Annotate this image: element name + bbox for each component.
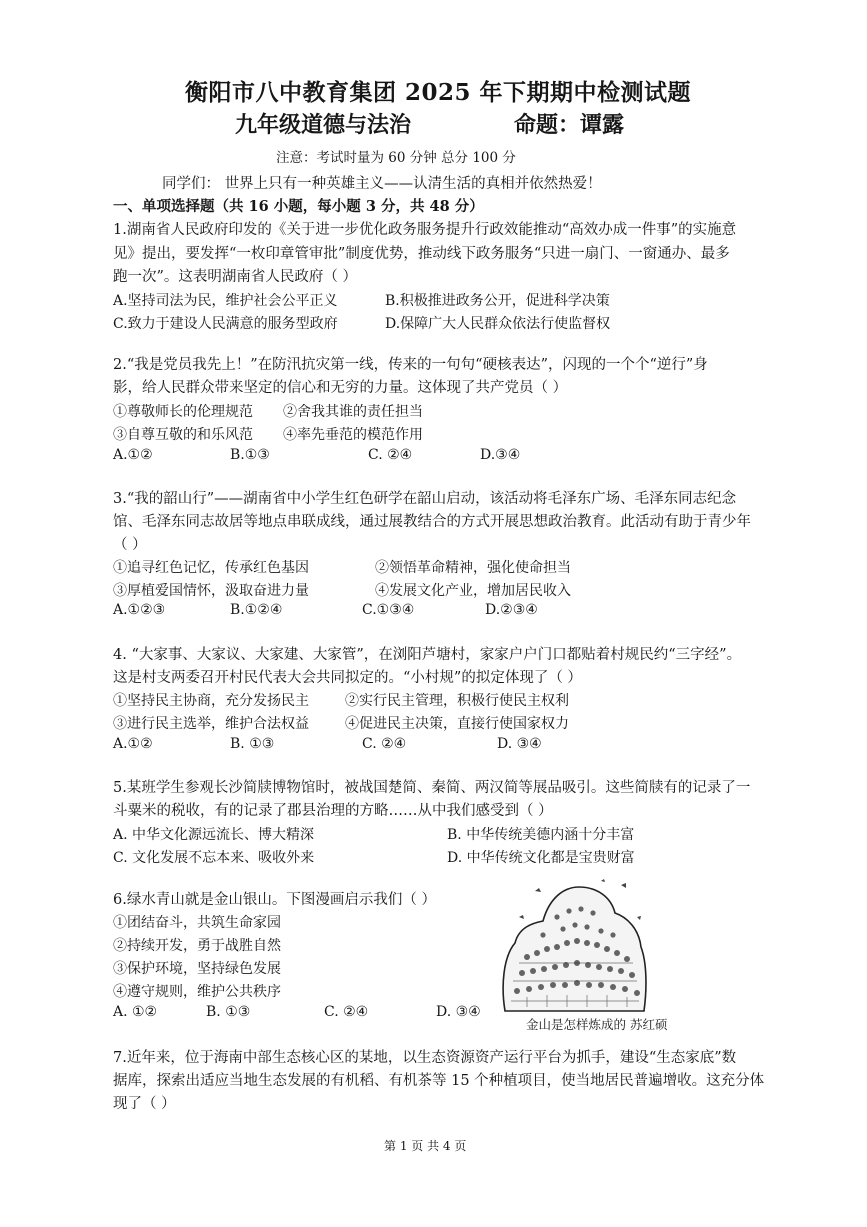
page-number: 第 1 页 共 4 页 <box>384 1139 467 1153</box>
cartoon-golden-mountain <box>497 877 652 1015</box>
greeting: 同学们： 世界上只有一种英雄主义——认清生活的真相并依然热爱！ <box>162 176 602 192</box>
q3-statement-2: ②领悟革命精神，强化使命担当 <box>375 560 571 576</box>
q3-statement-4: ④发展文化产业，增加居民收入 <box>375 583 571 599</box>
q2-statement-1: ①尊敬师长的伦理规范 <box>113 404 253 420</box>
q6-statement-3: ③保护环境，坚持绿色发展 <box>113 961 281 977</box>
exam-subject: 九年级道德与法治 <box>235 112 412 138</box>
q5-option-c: C. 文化发展不忘本来、吸收外来 <box>113 850 315 866</box>
q2-statement-4: ④率先垂范的模范作用 <box>283 427 423 443</box>
q6-statement-1: ①团结奋斗，共筑生命家园 <box>113 915 281 931</box>
cartoon-caption: 金山是怎样炼成的 苏红硕 <box>526 1017 668 1032</box>
q3-option-d: D.②③④ <box>485 602 538 618</box>
q3-line-3: （ ） <box>113 537 147 553</box>
q2-option-d: D.③④ <box>480 447 521 463</box>
q4-option-d: D. ③④ <box>497 736 542 752</box>
q2-option-b: B.①③ <box>230 447 270 463</box>
q4-option-b: B. ①③ <box>230 736 275 752</box>
q3-option-c: C.①③④ <box>362 602 415 618</box>
q6-statement-4: ④遵守规则，维护公共秩序 <box>113 984 281 1000</box>
q1-option-b: B.积极推进政务公开，促进科学决策 <box>385 293 610 309</box>
q3-statement-1: ①追寻红色记忆，传承红色基因 <box>113 560 309 576</box>
q4-option-a: A.①② <box>113 736 153 752</box>
q3-statement-3: ③厚植爱国情怀，汲取奋进力量 <box>113 583 309 599</box>
q2-line-1: 2.“我是党员我先上！”在防汛抗灾第一线，传来的一句句“硬核表达”，闪现的一个个“逆行”身 <box>113 357 708 373</box>
q3-line-1: 3.“我的韶山行”——湖南省中小学生红色研学在韶山启动，该活动将毛泽东广场、毛泽东同志纪念 <box>113 491 737 507</box>
q4-option-c: C. ②④ <box>362 736 407 752</box>
q5-option-a: A. 中华文化源远流长、博大精深 <box>113 827 315 843</box>
exam-title: 衡阳市八中教育集团 2025 年下期期中检测试题 <box>185 79 692 106</box>
q4-statement-4: ④促进民主决策，直接行使国家权力 <box>345 716 569 732</box>
q2-line-2: 影，给人民群众带来坚定的信心和无穷的力量。这体现了共产党员（ ） <box>113 380 568 396</box>
q5-option-b: B. 中华传统美德内涵十分丰富 <box>447 827 635 843</box>
q6-option-c: C. ②④ <box>324 1004 369 1020</box>
q2-statement-3: ③自尊互敬的和乐风范 <box>113 427 253 443</box>
exam-note: 注意：考试时量为 60 分钟 总分 100 分 <box>276 150 516 166</box>
q4-statement-3: ③进行民主选举，维护合法权益 <box>113 716 309 732</box>
q1-line-1: 1.湖南省人民政府印发的《关于进一步优化政务服务提升行政效能推动“高效办成一件事”的实施意 <box>113 222 737 238</box>
q2-statement-2: ②舍我其谁的责任担当 <box>283 404 423 420</box>
q6-line-1: 6.绿水青山就是金山银山。下图漫画启示我们（ ） <box>113 892 436 908</box>
q5-line-1: 5.某班学生参观长沙简牍博物馆时，被战国楚简、秦简、两汉简等展品吸引。这些简牍有的记录了一 <box>113 780 751 796</box>
q6-option-a: A. ①② <box>113 1004 158 1020</box>
q6-option-b: B. ①③ <box>206 1004 251 1020</box>
q3-option-a: A.①②③ <box>113 602 166 618</box>
q1-line-2: 见》提出，要发挥“一枚印章管审批”制度优势，推动线下政务服务“只进一扇门、一窗通办、最多 <box>113 246 730 262</box>
q4-statement-2: ②实行民主管理，积极行使民主权利 <box>345 693 569 709</box>
q4-line-1: 4. “大家事、大家议、大家建、大家管”，在浏阳芦塘村，家家户户门口都贴着村规民约“三字经”。 <box>113 647 742 663</box>
q5-option-d: D. 中华传统文化都是宝贵财富 <box>447 850 635 866</box>
q1-option-d: D.保障广大人民群众依法行使监督权 <box>385 316 611 332</box>
q2-option-a: A.①② <box>113 447 153 463</box>
q4-statement-1: ①坚持民主协商，充分发扬民主 <box>113 693 309 709</box>
q4-line-2: 这是村支两委召开村民代表大会共同拟定的。“小村规”的拟定体现了（ ） <box>113 670 582 686</box>
q3-line-2: 馆、毛泽东同志故居等地点串联成线，通过展教结合的方式开展思想政治教育。此活动有助于青少年 <box>113 514 751 530</box>
q3-option-b: B.①②④ <box>230 602 283 618</box>
q7-line-3: 现了（ ） <box>113 1096 176 1112</box>
q7-line-2: 据库，探索出适应当地生态发展的有机稻、有机茶等 15 个种植项目，使当地居民普遍增收。这充分体 <box>113 1073 765 1089</box>
q1-line-3: 跑一次”。这表明湖南省人民政府（ ） <box>113 269 358 285</box>
q1-option-a: A.坚持司法为民，维护社会公平正义 <box>113 293 338 309</box>
exam-author: 命题：谭露 <box>514 112 625 138</box>
q7-line-1: 7.近年来，位于海南中部生态核心区的某地，以生态资源资产运行平台为抓手，建设“生态家底”数 <box>113 1050 737 1066</box>
q2-option-c: C. ②④ <box>368 447 413 463</box>
section-heading: 一、单项选择题（共 16 小题，每小题 3 分，共 48 分） <box>113 198 484 215</box>
q1-option-c: C.致力于建设人民满意的服务型政府 <box>113 316 338 332</box>
q5-line-2: 斗粟米的税收，有的记录了郡县治理的方略……从中我们感受到（ ） <box>113 803 553 819</box>
q6-statement-2: ②持续开发，勇于战胜自然 <box>113 938 281 954</box>
q6-option-d: D. ③④ <box>436 1004 481 1020</box>
